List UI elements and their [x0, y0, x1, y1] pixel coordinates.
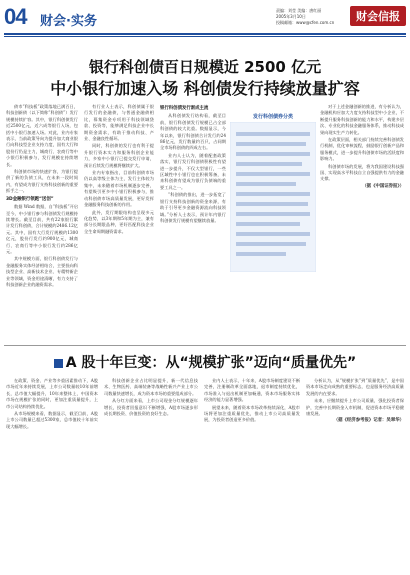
paragraph: 此外，发行期限结构也呈现多元化趋势，以3年期和5年期为主，兼有部分长期限品种，更好匹配科技企业全生命周期融资需求。	[84, 209, 154, 234]
paragraph: 业内人士认为，随着配套政策落实，银行发行科创债积极性有望进一步提升，不仅大型银行，一些区域性中小银行也在积极筹备，未来科创债有望成为银行负债端的重要工具之一。	[160, 152, 226, 190]
article2-column-1	[6, 378, 98, 570]
page-header	[0, 0, 410, 34]
paragraph: 分析认为，从“规模扩张”到“质量优先”，是中国资本市场走向成熟的重要标志，也是服务经济高质量发展的内在要求。	[306, 378, 404, 396]
article2-byline: （据《经济参考报》记者：吴翠华）	[333, 418, 404, 424]
article1-headline: 银行科创债百日规模近 2500 亿元	[88, 58, 322, 76]
paragraph: 从科创债发行结构看，截至目前，银行科创债发行规模已占全部科创债的较大比重。数据显示，今年以来，银行科创债合计发行约2486亿元，发行数量约百只，占同期全市场科创债的四成左右。	[160, 113, 226, 151]
page-number: 04	[4, 4, 27, 29]
header-rule	[4, 33, 406, 35]
infographic-box	[230, 113, 316, 271]
paragraph: 在政策层面，相关部门持续完善科创债发行机制，优化审核流程，鼓励银行创新产品和服务模式，进一步提升科创债市场的活跃度和影响力。	[320, 137, 404, 162]
paragraph: 科创债市场的快速扩容，为银行提供了新的负债工具，在未来一段时间内，有望成为银行支持科技创新的重要抓手之一。	[6, 169, 78, 194]
paragraph: “科创债的推出，进一步拓宽了银行支持科技创新的资金来源，有助于引导更多金融资源流向科技领域。”分析人士表示，预计年内银行科创债发行规模有望继续放量。	[160, 192, 226, 223]
paragraph: 数据 Wind 数据，自“科技板”开启至今，中小银行参与科创债发行规模持续增长。截至目前，共有22家银行累计发行科创债，合计规模约2486.12亿元。其中，国有大行发行规模约1300亿元，股份行发行约900亿元，城商行、农商行等中小银行发行约286亿元。	[6, 204, 78, 254]
paragraph: 展望未来，随着资本市场改革持续深化，A股市场将更加注重质量优先，推动上市公司高质量发展，为投资者创造更多价值。	[204, 404, 300, 423]
article1-column-2	[84, 104, 154, 342]
paragraph: 在政策、资金、产业等多重因素推动下，A股市场近年来持续发展，上市公司数量较10年前增长，总市值大幅提升，10年来整体上，中国资本市场在规模扩张的同时，更加注重质量提升，上市公司结构持续优化。	[6, 378, 98, 409]
paragraph: 其中规模方面，银行科创债发行与金融服务实体经济相结合，主要投向科技型企业、高新技术企业、专精特新企业等领域，资金用途清晰，有力支持了科技创新企业的融资需求。	[6, 256, 78, 287]
article1-byline: （据《中国证券报》）	[362, 183, 404, 189]
article2-column-3	[204, 378, 300, 570]
article2-headline	[0, 352, 410, 372]
paragraph: 从市场规模来看，数据显示，截至目前，A股上市公司数量已超过5300家，总市值较十年前实现大幅增长。	[6, 411, 98, 429]
article1-column-4	[320, 104, 404, 342]
article1-column-1	[6, 104, 78, 342]
paragraph: 同时，科创债的发行也有利于提升银行资本实力和服务科创企业能力，多家中小银行已提交发行申请，预计后续发行规模将继续扩大。	[84, 143, 154, 168]
meta-line: 2005年3月10日	[276, 14, 306, 19]
paragraph: 业内人士表示，十年来，A股市场制度建设不断完善，注册制改革全面落地，退市制度持续优化，市场准入与退出机制更加畅通，资本市场服务实体经济的能力显著增强。	[204, 378, 300, 403]
paragraph: 对于上述金融创新的推进，有分析认为，金融机构应加大力度支持科技型中小企业，不断提升服务科技创新的能力和水平，构建多层次、专业化的科技金融服务体系，推动科技成果向现实生产力转化。	[320, 104, 404, 135]
section-title: 财会·实务	[40, 14, 97, 29]
subheading: 3D金融银行领跑“送创”	[6, 196, 54, 202]
meta-line: 责编：刘莹 美编：唐红丽	[276, 8, 322, 13]
paragraph: 科技创新企业占比明显提升，新一代信息技术、生物医药、高端装备等战略性新兴产业上市公司数量快速增长，成为资本市场的重要组成部分。	[104, 378, 198, 396]
meta-line: 投稿邮箱：www@cfen.com.cn	[276, 20, 335, 25]
paragraph: 业内专家指出，目前科创债市场仍以高等级主体为主，发行主体较为集中，未来随着市场机制逐步完善，有望吸引更多中小银行积极参与，推动科创债市场高质量发展，更好发挥金融服务科技创新的作用。	[84, 170, 154, 208]
header-rule-thin	[4, 36, 406, 37]
article2-headline-text: A 股十年巨变：从“规模扩张”迈向“质量优先”	[65, 355, 357, 371]
masthead-meta	[276, 8, 348, 26]
infographic-graphic	[230, 122, 316, 272]
article1-column-3	[160, 104, 226, 342]
infographic-title: 发行科创债券分类	[252, 114, 293, 120]
article2-column-4	[306, 378, 404, 570]
brand-logo: 财会信报	[350, 6, 406, 26]
paragraph: 有行业人士表示，科创债属于银行发行的金融债，与普通金融债相比，募集资金专项用于科技领域贷款、投资等，能够满足科技企业中长期资金需求，有助于推动科技、产业、金融良性循环。	[84, 104, 154, 142]
bullet-square-icon	[54, 359, 63, 368]
paragraph: 科创债市场的发展，将为我国建设科技强国、实现高水平科技自立自强提供有力的金融支撑。	[320, 163, 404, 182]
paragraph: 从分红方面来看，上市公司现金分红规模逐年增长，投资者回报意识不断增强，A股市场逐步形成长期投资、价值投资的良好生态。	[104, 398, 198, 417]
paragraph: 债市“科技板”政策落地已满百日，科技创新债（以下简称“科创债”）发行规模持续扩容。其中，银行科创债发行近2500亿元，近六成等银行入场，包括中小银行加速入场。对此，业内专家表示，当前政策导向为提升加大商业银行向科技型企业支持力度，国有大行和股份行仍是主力，城商行、农商行等中小银行积极参与，发行规模在持续增长。	[6, 104, 78, 167]
article2-column-2	[104, 378, 198, 570]
paragraph: 未来，应继续提升上市公司质量，强化投资者保护，完善中长期资金入市机制，促进资本市场平稳健康发展。	[306, 398, 404, 417]
article-divider	[4, 345, 406, 346]
article1-subheadline: 中小银行加速入场 科创债发行持续放量扩容	[50, 79, 360, 98]
subheading: 银行科创债发行渐成主流	[160, 106, 209, 111]
